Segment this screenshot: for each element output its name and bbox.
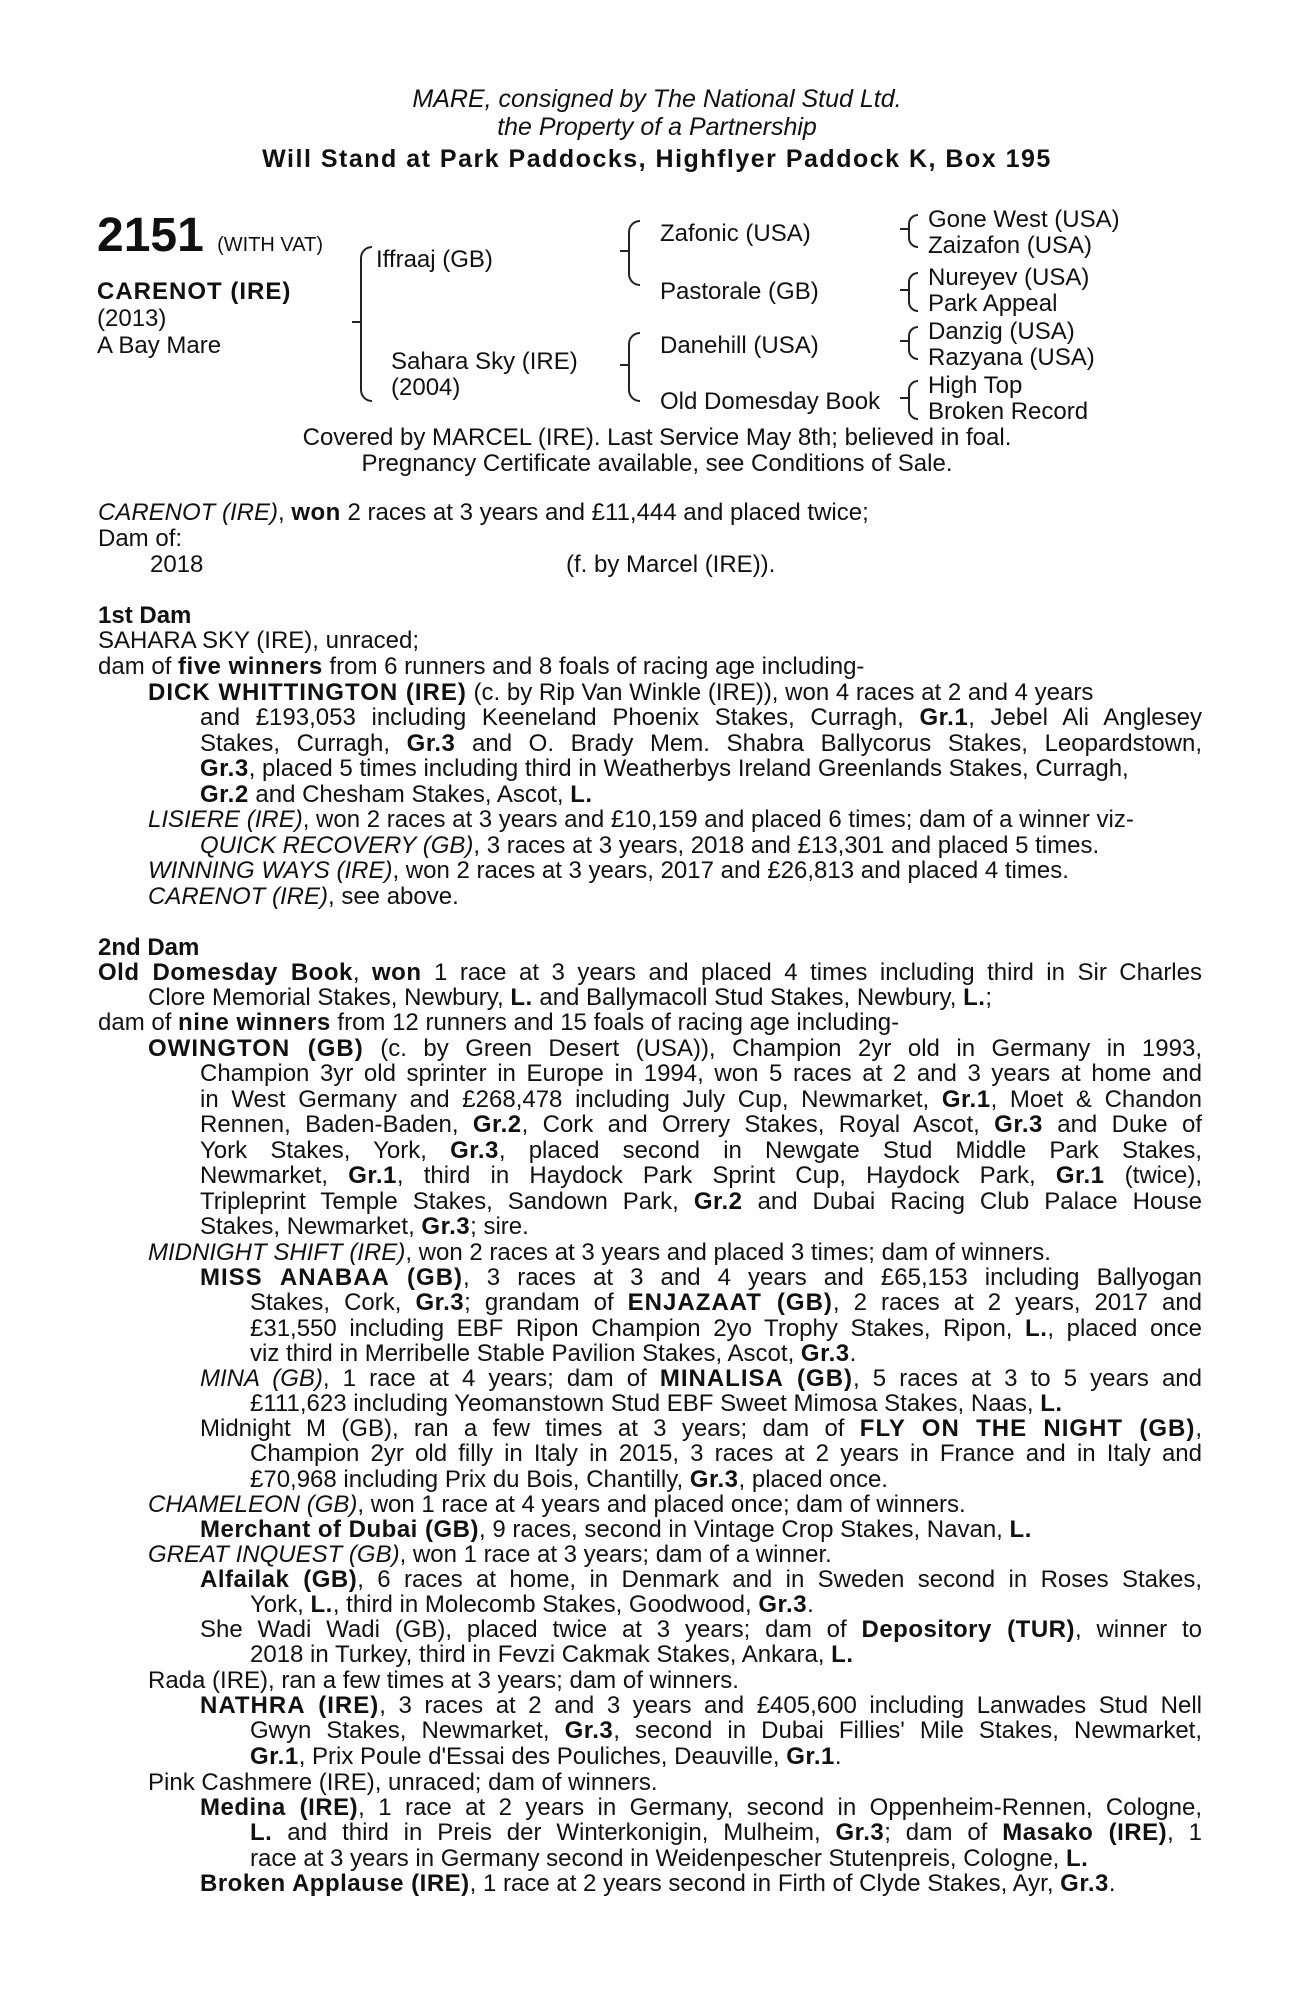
grade: Gr.1 — [919, 704, 969, 731]
text: 1 race at 3 years and placed 4 times including third in Sir Charles — [421, 959, 1202, 986]
pedigree-brace-6-tip — [900, 340, 910, 342]
text: , won 2 races at 3 years and £10,159 and placed 6 times; dam of a winner viz- — [302, 806, 1134, 833]
text: , second in Dubai Fillies' Mile Stakes, Newmarket, — [613, 1717, 1203, 1744]
text: , 1 — [1167, 1819, 1203, 1846]
won: won — [372, 959, 422, 986]
pedigree-dam-sire: Danehill (USA) — [660, 332, 819, 359]
text: and £193,053 including Keeneland Phoenix Stakes, Curragh, — [200, 704, 920, 731]
grade: Gr.3 — [450, 1136, 499, 1164]
grade: Gr.2 — [200, 780, 249, 808]
horse-name: NATHRA (IRE) — [200, 1692, 380, 1719]
horse-name: OWINGTON (GB) — [148, 1035, 364, 1062]
text: , won 1 race at 3 years; dam of a winner. — [399, 1541, 832, 1568]
alfailak-entry — [200, 1567, 1202, 1593]
text: , — [1195, 1415, 1202, 1442]
text: She Wadi Wadi (GB), placed twice at 3 years; dam of — [200, 1616, 862, 1643]
text: . — [834, 1742, 842, 1770]
pedigree-brace-1-tip — [352, 321, 362, 323]
mina-detail — [250, 1391, 1063, 1417]
text: York Stakes, York, — [200, 1136, 451, 1164]
grade: Gr.3 — [415, 1289, 465, 1316]
grade: L. — [1025, 1314, 1048, 1342]
dick-whittington-detail — [200, 705, 1202, 807]
text: , placed once — [1047, 1314, 1202, 1342]
horse-name: CHAMELEON (GB) — [148, 1491, 358, 1518]
record-rest: 2 races at 3 years and £11,444 and placed twice; — [347, 499, 869, 526]
pedigree-brace-7 — [908, 380, 918, 420]
grade: Gr.3 — [758, 1591, 808, 1618]
midnight-shift-entry — [148, 1240, 1051, 1266]
miss-anabaa-detail — [250, 1290, 1202, 1367]
grade: Gr.3 — [1060, 1870, 1109, 1897]
text: , Prix Poule d'Essai des Pouliches, Deauville, — [298, 1742, 787, 1770]
grade: L. — [250, 1819, 273, 1846]
text: , 9 races, second in Vintage Crop Stakes, Navan, — [479, 1516, 1010, 1543]
header-line-location: Will Stand at Park Paddocks, Highflyer Paddock K, Box 195 — [262, 145, 1052, 173]
old-domesday-entry — [98, 960, 1202, 986]
text: Stakes, Cork, — [250, 1289, 416, 1316]
text: and Dubai Racing Club Palace House — [742, 1187, 1202, 1215]
rada-entry: Rada (IRE), ran a few times at 3 years; dam of winners. — [148, 1667, 739, 1694]
text: , third in Molecomb Stakes, Goodwood, — [332, 1591, 759, 1618]
horse-name: FLY ON THE NIGHT (GB) — [859, 1415, 1196, 1442]
horse-name: MIDNIGHT SHIFT (IRE) — [148, 1239, 406, 1266]
text: . — [849, 1340, 857, 1367]
horse-name: Merchant of Dubai (GB) — [200, 1516, 479, 1543]
text: Champion 3yr old sprinter in Europe in 1994, won 5 races at 2 and 3 years at home and — [200, 1060, 1202, 1087]
text: Stakes, Newmarket, — [200, 1213, 422, 1240]
text: viz third in Merribelle Stable Pavilion Stakes, Ascot, — [250, 1340, 801, 1367]
text: from 12 runners and 15 foals of racing age including- — [330, 1009, 900, 1036]
text: 2018 in Turkey, third in Fevzi Cakmak Stakes, Ankara, — [250, 1641, 832, 1668]
lot-number-block — [97, 210, 323, 271]
record-foal-year: 2018 — [150, 551, 204, 578]
pedigree-dam: Sahara Sky (IRE) — [391, 348, 578, 375]
first-dam-line-1: SAHARA SKY (IRE), unraced; — [98, 627, 420, 654]
horse-name: ENJAZAAT (GB) — [627, 1289, 833, 1316]
text: £70,968 including Prix du Bois, Chantilly, — [250, 1465, 690, 1493]
first-dam-heading: 1st Dam — [98, 602, 192, 629]
horse-name: Old Domesday Book — [98, 959, 353, 986]
text: , won 2 races at 3 years, 2017 and £26,813 and placed 4 times. — [392, 857, 1069, 884]
pedigree-brace-1 — [360, 246, 372, 402]
horse-name: DICK WHITTINGTON (IRE) — [148, 679, 467, 706]
grade: Gr.1 — [1055, 1162, 1105, 1189]
text: , placed once. — [738, 1465, 888, 1493]
grade: Gr.3 — [200, 755, 249, 782]
pink-cashmere-entry: Pink Cashmere (IRE), unraced; dam of winners. — [148, 1769, 658, 1796]
text: . — [1108, 1870, 1116, 1897]
horse-name: Broken Applause (IRE) — [200, 1870, 470, 1897]
record-name: CARENOT (IRE) — [98, 499, 278, 526]
text: and Duke of — [1042, 1111, 1203, 1138]
record-won: won — [291, 499, 341, 526]
lot-number: 2151 — [97, 209, 204, 262]
lisiere-entry — [148, 807, 1134, 833]
she-wadi-wadi-detail — [250, 1642, 853, 1668]
winning-ways-entry — [148, 858, 1069, 884]
text: , third in Haydock Park Sprint Cup, Haydock Park, — [396, 1162, 1056, 1189]
grade: L. — [570, 780, 593, 808]
text: ; grandam of — [464, 1289, 628, 1316]
text: Midnight M (GB), ran a few times at 3 years; dam of — [200, 1415, 860, 1442]
text: , 5 races at 3 to 5 years and — [853, 1365, 1203, 1392]
grade: Gr.3 — [994, 1111, 1043, 1138]
grade: Gr.2 — [693, 1187, 743, 1215]
winners-count: nine winners — [178, 1009, 331, 1036]
text: Tripleprint Temple Stakes, Sandown Park, — [200, 1187, 694, 1215]
text: , 3 races at 3 and 4 years and £65,153 including Ballyogan — [463, 1264, 1202, 1291]
quick-recovery-entry — [200, 833, 1099, 859]
grade: Gr.1 — [786, 1742, 835, 1770]
text: (twice), — [1104, 1162, 1202, 1189]
medina-detail — [250, 1820, 1202, 1871]
carenot-entry — [148, 884, 459, 910]
text: , see above. — [328, 883, 459, 910]
record-line: CARENOT (IRE), won 2 races at 3 years and £11,444 and placed twice; — [98, 499, 869, 526]
owington-detail — [200, 1061, 1202, 1240]
pedigree-g1: Gone West (USA) — [928, 206, 1120, 233]
record-foal: (f. by Marcel (IRE)). — [566, 551, 776, 578]
text: , Moet & Chandon — [990, 1085, 1203, 1113]
text: dam of — [98, 1009, 179, 1036]
pedigree-brace-2 — [628, 220, 640, 286]
grade: L. — [310, 1591, 333, 1618]
text: and third in Preis der Winterkonigin, Mulheim, — [272, 1819, 836, 1846]
horse-name: MINALISA (GB) — [659, 1365, 854, 1392]
she-wadi-wadi-entry — [200, 1617, 1202, 1643]
midnight-m-entry — [200, 1416, 1202, 1442]
horse-name: Depository (TUR) — [861, 1616, 1075, 1643]
text: and O. Brady Mem. Shabra Ballycorus Stakes, Leopardstown, — [455, 729, 1203, 757]
horse-name: Alfailak (GB) — [200, 1566, 358, 1593]
text: , 1 race at 2 years in Germany, second in Oppenheim-Rennen, Cologne, — [358, 1794, 1203, 1821]
pedigree-dam-dam: Old Domesday Book — [660, 388, 881, 415]
first-dam-line-2 — [98, 654, 864, 680]
text: in West Germany and £268,478 including July Cup, Newmarket, — [200, 1085, 942, 1113]
text: and Chesham Stakes, Ascot, — [248, 780, 571, 808]
text: Clore Memorial Stakes, Newbury, — [148, 984, 511, 1011]
horse-name: CARENOT (IRE) — [97, 278, 292, 305]
header-line-property: the Property of a Partnership — [497, 113, 817, 141]
grade: L. — [831, 1641, 854, 1668]
text: Gwyn Stakes, Newmarket, — [250, 1717, 565, 1744]
horse-year: (2013) — [97, 305, 167, 332]
broken-applause-entry — [200, 1871, 1116, 1897]
pedigree-sire-dam: Pastorale (GB) — [660, 278, 819, 305]
vat-label: (WITH VAT) — [217, 234, 324, 256]
text: , 2 races at 2 years, 2017 and — [832, 1289, 1203, 1316]
pedigree-g7: High Top — [928, 372, 1023, 399]
text: £31,550 including EBF Ripon Champion 2yo Trophy Stakes, Ripon, — [250, 1314, 1026, 1342]
pedigree-brace-3-tip — [620, 364, 630, 366]
text: ; dam of — [884, 1819, 1003, 1846]
text: and Ballymacoll Stud Stakes, Newbury, — [532, 984, 964, 1011]
text: , Jebel Ali Anglesey — [968, 704, 1202, 731]
pedigree-brace-2-tip — [620, 250, 630, 252]
text: , 6 races at home, in Denmark and in Sweden second in Roses Stakes, — [357, 1566, 1202, 1593]
text: from 6 runners and 8 foals of racing age including- — [322, 653, 865, 680]
merchant-of-dubai-entry — [200, 1517, 1032, 1543]
grade: Gr.1 — [941, 1085, 991, 1113]
pedigree-g6: Razyana (USA) — [928, 344, 1095, 371]
grade: L. — [1009, 1516, 1032, 1543]
pedigree-brace-6 — [908, 326, 918, 360]
text: ; sire. — [470, 1213, 529, 1240]
nathra-detail — [250, 1718, 1202, 1769]
horse-name: Masako (IRE) — [1002, 1819, 1168, 1846]
text: dam of — [98, 653, 179, 680]
pedigree-brace-5 — [908, 272, 918, 312]
grade: L. — [963, 984, 986, 1011]
grade: L. — [1040, 1390, 1063, 1417]
horse-name: LISIERE (IRE) — [148, 806, 303, 833]
horse-name: CARENOT (IRE) — [148, 883, 328, 910]
pedigree-sire-sire: Zafonic (USA) — [660, 220, 811, 247]
owington-entry — [148, 1036, 1202, 1062]
text: Newmarket, — [200, 1162, 349, 1189]
text: , placed 5 times including third in Weatherbys Ireland Greenlands Stakes, Curragh, — [248, 755, 1129, 782]
pedigree-g5: Danzig (USA) — [928, 318, 1075, 345]
text: Stakes, Curragh, — [200, 729, 407, 757]
pedigree-g8: Broken Record — [928, 398, 1089, 425]
miss-anabaa-entry — [200, 1265, 1202, 1291]
pedigree-brace-3 — [628, 332, 640, 402]
dick-whittington-entry — [148, 680, 1202, 706]
horse-name: QUICK RECOVERY (GB) — [200, 832, 474, 859]
header-line-consignor: MARE, consigned by The National Stud Ltd. — [412, 85, 902, 113]
text: , winner to — [1074, 1616, 1203, 1643]
grade: L. — [510, 984, 533, 1011]
grade: Gr.3 — [800, 1340, 850, 1367]
nathra-entry — [200, 1693, 1202, 1719]
text: , 1 race at 4 years; dam of — [322, 1365, 660, 1392]
old-domesday-detail — [148, 985, 992, 1011]
text: , placed second in Newgate Stud Middle Park Stakes, — [498, 1136, 1202, 1164]
text: race at 3 years in Germany second in Weidenpescher Stutenpreis, Cologne, — [250, 1844, 1066, 1872]
text: . — [807, 1591, 814, 1618]
horse-name: Medina (IRE) — [200, 1794, 359, 1821]
grade: Gr.3 — [421, 1213, 471, 1240]
second-dam-heading: 2nd Dam — [98, 934, 200, 961]
covering-line-2: Pregnancy Certificate available, see Conditions of Sale. — [361, 450, 953, 477]
horse-description: A Bay Mare — [97, 332, 222, 359]
pedigree-brace-4-tip — [900, 228, 910, 230]
grade: L. — [1066, 1844, 1089, 1872]
text: £111,623 including Yeomanstown Stud EBF Sweet Mimosa Stakes, Naas, — [250, 1390, 1041, 1417]
great-inquest-entry — [148, 1542, 832, 1568]
medina-entry — [200, 1795, 1202, 1821]
horse-name: MISS ANABAA (GB) — [200, 1264, 464, 1291]
grade: Gr.1 — [250, 1742, 299, 1770]
grade: Gr.3 — [835, 1819, 885, 1846]
text: , — [352, 959, 373, 986]
second-dam-produce — [98, 1010, 899, 1036]
pedigree-brace-7-tip — [900, 397, 910, 399]
horse-name: MINA (GB) — [200, 1365, 323, 1392]
pedigree-brace-5-tip — [900, 289, 910, 291]
grade: Gr.3 — [564, 1717, 614, 1744]
horse-name: GREAT INQUEST (GB) — [148, 1541, 400, 1568]
midnight-m-detail — [250, 1441, 1202, 1492]
covering-line-1: Covered by MARCEL (IRE). Last Service May 8th; believed in foal. — [302, 424, 1012, 451]
pedigree-sire: Iffraaj (GB) — [376, 246, 493, 273]
pedigree-g4: Park Appeal — [928, 290, 1058, 317]
grade: Gr.2 — [472, 1111, 522, 1138]
pedigree-g3: Nureyev (USA) — [928, 264, 1090, 291]
text: Champion 2yr old filly in Italy in 2015, 3 races at 2 years in France and in Italy and — [250, 1440, 1202, 1467]
chameleon-entry — [148, 1492, 966, 1518]
grade: Gr.1 — [348, 1162, 397, 1189]
text: (c. by Rip Van Winkle (IRE)), won 4 races at 2 and 4 years — [466, 679, 1094, 706]
alfailak-detail — [250, 1592, 814, 1618]
record-dam-of: Dam of: — [98, 525, 183, 552]
text: (c. by Green Desert (USA)), Champion 2yr old in Germany in 1993, — [363, 1035, 1202, 1062]
text: , 3 races at 2 and 3 years and £405,600 including Lanwades Stud Nell — [379, 1692, 1203, 1719]
grade: Gr.3 — [406, 729, 456, 757]
text: ; — [985, 984, 993, 1011]
mina-entry — [200, 1366, 1202, 1392]
text: , 3 races at 3 years, 2018 and £13,301 and placed 5 times. — [473, 832, 1100, 859]
text: , 1 race at 2 years second in Firth of Clyde Stakes, Ayr, — [469, 1870, 1061, 1897]
text: , won 2 races at 3 years and placed 3 times; dam of winners. — [405, 1239, 1051, 1266]
pedigree-brace-4 — [908, 214, 918, 248]
winners-count: five winners — [178, 653, 323, 680]
text: York, — [250, 1591, 311, 1618]
pedigree-dam-year: (2004) — [391, 374, 461, 401]
pedigree-g2: Zaizafon (USA) — [928, 232, 1093, 259]
grade: Gr.3 — [689, 1465, 739, 1493]
text: , Cork and Orrery Stakes, Royal Ascot, — [521, 1111, 995, 1138]
horse-name: WINNING WAYS (IRE) — [148, 857, 393, 884]
text: Rennen, Baden-Baden, — [200, 1111, 473, 1138]
text: , won 1 race at 4 years and placed once; dam of winners. — [357, 1491, 966, 1518]
